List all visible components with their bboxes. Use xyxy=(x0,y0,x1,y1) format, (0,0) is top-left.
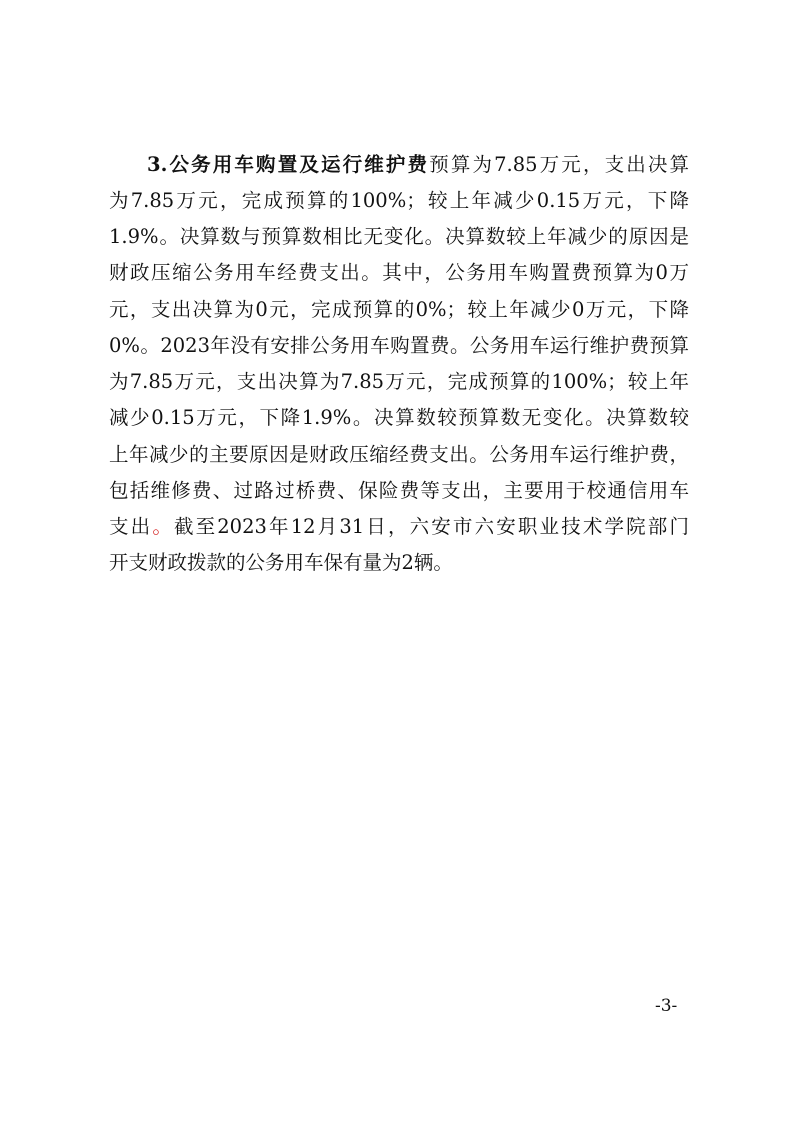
line-text: 预算为7.85万元，支出决算 xyxy=(429,153,690,176)
line-text: 0%。2023年没有安排公务用车购置费。公务用车运行维护费预算 xyxy=(109,334,689,357)
line-text: 减少0.15万元，下降1.9%。决算数较预算数无变化。决算数较 xyxy=(109,406,689,429)
paragraph-line-4 xyxy=(109,258,689,288)
paragraph-line-2 xyxy=(109,186,689,216)
section-heading: 3.公务用车购置及运行维护费 xyxy=(147,153,430,176)
paragraph-line-3 xyxy=(109,222,689,252)
line-text: 支出 xyxy=(109,515,153,538)
line-text: 财政压缩公务用车经费支出。其中，公务用车购置费预算为0万 xyxy=(109,261,689,284)
line-text: 为7.85万元，完成预算的100%；较上年减少0.15万元，下降 xyxy=(109,189,689,212)
paragraph-line-5 xyxy=(109,295,689,325)
paragraph-line-10 xyxy=(109,476,689,506)
line-text: 元，支出决算为0元，完成预算的0%；较上年减少0万元，下降 xyxy=(109,298,689,321)
line-text: 开支财政拨款的公务用车保有量为2辆。 xyxy=(109,551,453,574)
paragraph-line-1 xyxy=(147,150,689,180)
paragraph-line-8 xyxy=(109,403,689,433)
line-text: 1.9%。决算数与预算数相比无变化。决算数较上年减少的原因是 xyxy=(109,225,689,248)
line-text: 为7.85万元，支出决算为7.85万元，完成预算的100%；较上年 xyxy=(109,370,689,393)
paragraph-line-6 xyxy=(109,331,689,361)
paragraph-line-7 xyxy=(109,367,689,397)
paragraph-line-9 xyxy=(109,440,689,470)
line-text-after: 截至2023年12月31日，六安市六安职业技术学院部门 xyxy=(173,515,689,538)
line-text: 包括维修费、过路过桥费、保险费等支出，主要用于校通信用车 xyxy=(109,479,689,502)
paragraph-line-12 xyxy=(109,548,689,578)
page-number: -3- xyxy=(655,996,678,1016)
paragraph-line-11 xyxy=(109,512,689,542)
line-text: 上年减少的主要原因是财政压缩经费支出。公务用车运行维护费， xyxy=(109,443,689,466)
red-punctuation-mark: 。 xyxy=(152,515,174,538)
